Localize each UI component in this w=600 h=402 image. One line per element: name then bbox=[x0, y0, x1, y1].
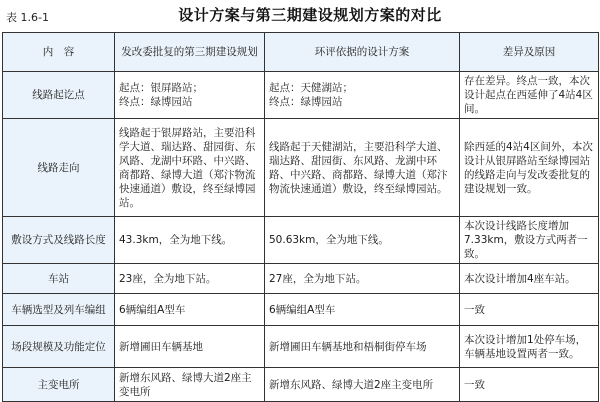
table-row bbox=[3, 217, 599, 264]
row-diff: 本次设计线路长度增加7.33km，敷设方式两者一致。 bbox=[460, 217, 599, 264]
row-item: 车站 bbox=[3, 264, 115, 294]
header-row bbox=[3, 33, 599, 72]
row-design: 起点：天健湖站； 终点：绿博园站 bbox=[265, 72, 460, 119]
row-plan: 43.3km，全为地下线。 bbox=[115, 217, 265, 264]
row-diff: 除西延的4站4区间外，本次设计从银屏路站至绿博园站的线路走向与发改委批复的建设规划一致。 bbox=[460, 119, 599, 217]
table-row bbox=[3, 294, 599, 326]
table-row bbox=[3, 368, 599, 402]
row-design: 27座，全为地下站。 bbox=[265, 264, 460, 294]
row-plan: 线路起于银屏路站，主要沿科学大道、瑞达路、甜园街、东风路、龙湖中环路、中兴路、商都路、绿博大道（郑汴物流快速通道）敷设，终至绿博园站。 bbox=[115, 119, 265, 217]
table-row bbox=[3, 119, 599, 217]
table-caption bbox=[0, 0, 600, 32]
row-plan: 6辆编组A型车 bbox=[115, 294, 265, 326]
row-plan: 新增东风路、绿博大道2座主变电所 bbox=[115, 368, 265, 402]
row-item: 线路走向 bbox=[3, 119, 115, 217]
row-plan: 新增圃田车辆基地 bbox=[115, 326, 265, 368]
row-item: 车辆选型及列车编组 bbox=[3, 294, 115, 326]
header-approved-plan: 发改委批复的第三期建设规划 bbox=[115, 33, 265, 72]
header-content: 内 容 bbox=[3, 33, 115, 72]
row-plan: 23座，全为地下站。 bbox=[115, 264, 265, 294]
row-design: 6辆编组A型车 bbox=[265, 294, 460, 326]
row-diff: 一致 bbox=[460, 294, 599, 326]
row-diff: 本次设计增加1处停车场，车辆基地设置两者一致。 bbox=[460, 326, 599, 368]
table-row bbox=[3, 264, 599, 294]
header-difference: 差异及原因 bbox=[460, 33, 599, 72]
row-diff: 存在差异。终点一致，本次设计起点在西延伸了4站4区间。 bbox=[460, 72, 599, 119]
row-item: 线路起讫点 bbox=[3, 72, 115, 119]
table-row bbox=[3, 326, 599, 368]
row-plan: 起点：银屏路站； 终点：绿博园站 bbox=[115, 72, 265, 119]
row-design: 新增东风路、绿博大道2座主变电所 bbox=[265, 368, 460, 402]
table-row bbox=[3, 72, 599, 119]
header-design-scheme: 环评依据的设计方案 bbox=[265, 33, 460, 72]
table-title: 设计方案与第三期建设规划方案的对比 bbox=[178, 6, 442, 24]
comparison-table bbox=[2, 32, 599, 402]
row-design: 新增圃田车辆基地和梧桐街停车场 bbox=[265, 326, 460, 368]
row-item: 敷设方式及线路长度 bbox=[3, 217, 115, 264]
row-item: 主变电所 bbox=[3, 368, 115, 402]
row-diff: 一致 bbox=[460, 368, 599, 402]
row-design: 线路起于天健湖站，主要沿科学大道、瑞达路、甜园街、东风路、龙湖中环路、中兴路、商都路、绿博大道（郑汴物流快速通道）敷设，终至绿博园站。 bbox=[265, 119, 460, 217]
table-number: 表 1.6-1 bbox=[6, 11, 49, 24]
row-item: 场段规模及功能定位 bbox=[3, 326, 115, 368]
row-design: 50.63km，全为地下线。 bbox=[265, 217, 460, 264]
row-diff: 本次设计增加4座车站。 bbox=[460, 264, 599, 294]
